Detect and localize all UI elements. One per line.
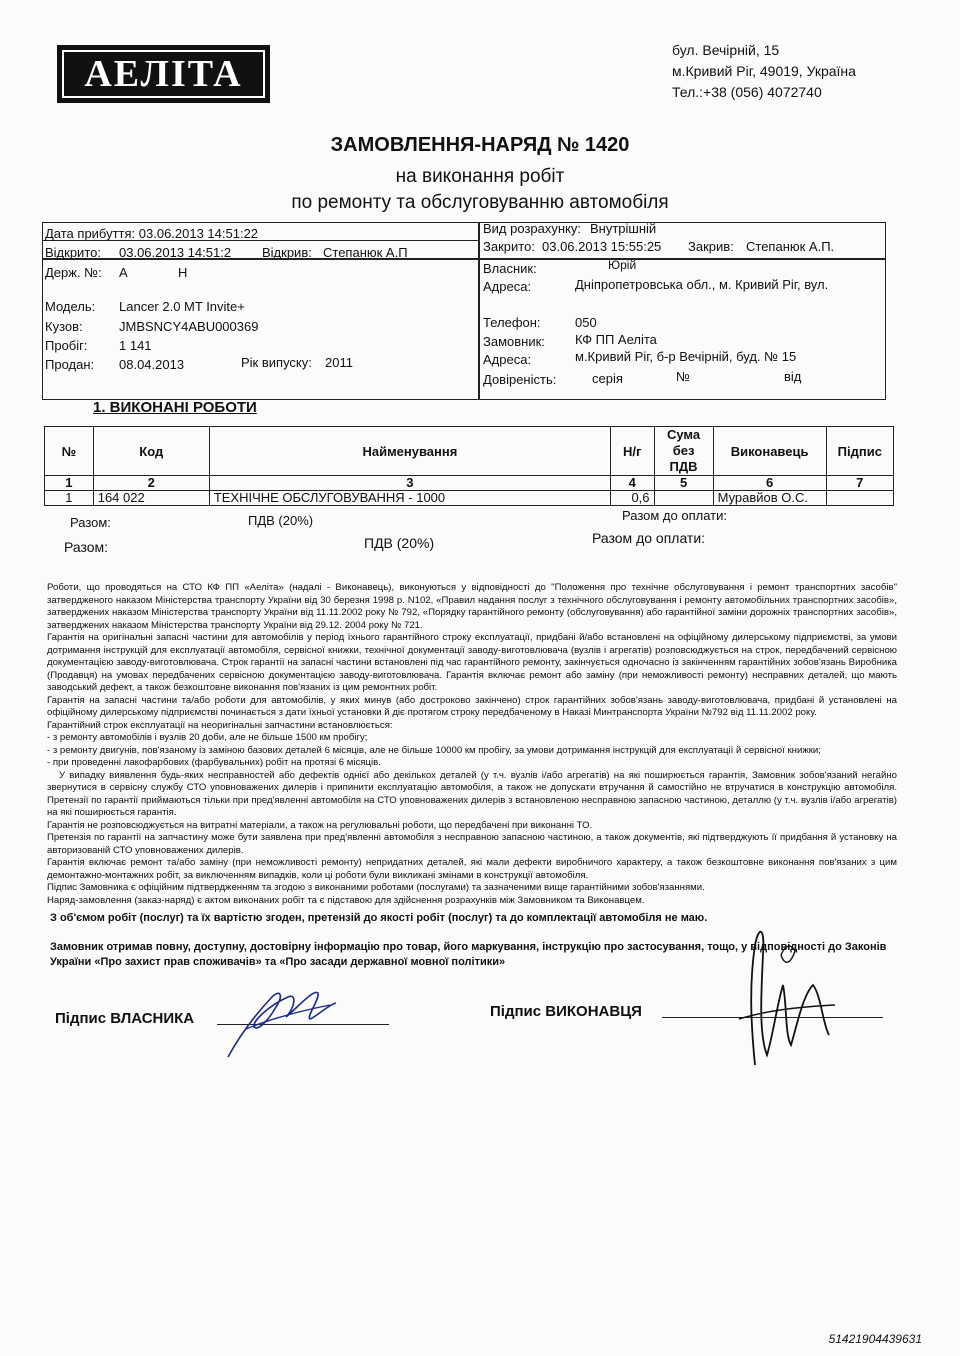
mileage-value: 1 141: [119, 338, 152, 353]
vat-label: ПДВ (20%): [248, 513, 314, 528]
col-number: 6: [713, 476, 826, 491]
body-label: Кузов:: [45, 319, 83, 334]
proxy-from: від: [784, 369, 802, 384]
col-number: 7: [826, 476, 893, 491]
col-sign: Підпис: [826, 427, 893, 476]
terms-paragraph: - з ремонту автомобілів і вузлів 20 доби, але не більше 1500 км пробігу;: [47, 732, 368, 743]
arrival-date: Дата прибуття: 03.06.2013 14:51:22: [45, 226, 259, 241]
terms-paragraph: Гарантія не розповсюджується на витратні матеріали, а також на регулювальні роботи, що передбачені при виконанні ТО.: [47, 819, 593, 831]
body-value: JMBSNCY4ABU000369: [119, 319, 259, 334]
terms-paragraph: Роботи, що проводяться на СТО КФ ПП «Аеліта» (надалі - Виконавець), виконуються у відповідності до "Положення про технічне обслуговування і ремонт транспортних засобів" затвердженого наказом Міністерства транспорту України від 30 березня 1998 р. N102, «Правил надання послуг з технічного обслуговування і ремонту автомобільних транспортних засобів», затверджених наказом Міністерства транспорту України від 11.11.2002 року № 792, «Порядку гарантійного ремонту (обслуговування) або гарантійної заміни дорожніх транспортних засобів», затверджених наказом Міністерства транспорту України від 29.12. 2004 року № 721.: [47, 582, 897, 631]
terms-paragraph: Гарантія на оригінальні запасні частини для автомобілів у період їхнього гарантійного строку експлуатації, придбані й/або встановлені на офіційному дилерському підприємстві, за умови дотримання інструкцій для експлуатації автомобіля, сервісної книжки, технічної документації заводу-виготовлювача (вузлів і агрегатів) розповсюджується на строк, передбачений сервісною документацією заводу-виготовлювача. Строк гарантії на запасні частини встановлені під час гарантійного ремонту, закінчується одночасно із закінченням гарантійних зобов'язань Виробника (Продавця) на умовах передбачених сервісною документацією заводу-виготовлювача. Гарантія включає ремонт або заміну (при неможливості ремонту) несправних деталей, що мають заводський дефект, а також безкоштовне виконання пов'язаних із цим ремонтних робіт.: [47, 632, 897, 693]
terms-paragraph: Наряд-замовлення (заказ-наряд) є актом виконаних робіт та є підставою для здійснення розрахунків між Замовником та Виконавцем.: [47, 894, 645, 906]
terms-paragraph: У випадку виявлення будь-яких несправностей або дефектів однієї або декількох деталей (у т.ч. вузлів і/або агрегатів) на які поширюється гарантія, Замовник зобов'язаний негайно звернутися в сервісну службу СТО уповноважених дилерів і припинити експлуатацію автомобіля, а також не допускати втручання й самостійно не втручатися в конструкцію автомобіля. Претензії по гарантії приймаються тільки при пред'явленні автомобіля на СТО уповноважених дилерів з встановленою несправною запасною частиною, деталлю (у т.ч. вузлів і/або агрегатів) на які поширюється гарантія.: [47, 769, 897, 818]
col-number: 5: [654, 476, 713, 491]
column-number-row: [45, 476, 894, 491]
vehicle-box: [42, 258, 480, 400]
opened-by-label: Відкрив:: [262, 245, 312, 260]
row-no: 1: [45, 491, 94, 506]
owner-signature: [210, 975, 350, 1065]
terms-paragraph: Претензія по гарантії на запчастину може бути заявлена при пред'явленні автомобіля з несправною запасною частиною, а також документів, які підтверджують її придбання й установку на авторизованій СТО уповноважених дилерів.: [47, 832, 897, 856]
col-number: 4: [610, 476, 654, 491]
terms-paragraph: Гарантійний строк експлуатації на неоригінальні запчастини встановлюється:: [47, 719, 393, 731]
total-label-2: Разом:: [64, 539, 109, 555]
mileage-label: Пробіг:: [45, 338, 88, 353]
company-address: [672, 40, 856, 103]
terms-paragraph: Гарантія на запасні частини та/або роботи для автомобілів, у яких минув (або достроково закінчено) строк гарантійних зобов'язань заводу-виготовлювача, придбані й установлені на офіційному дилерському підприємстві починається з дати їхньої установки й діє протягом строку передбаченому в Наказі Минтранспорта України №792 від 11.11.2002 року.: [47, 694, 897, 718]
address-value: Дніпропетровська обл., м. Кривий Ріг, вул.: [575, 277, 829, 292]
year-value: 2011: [325, 355, 353, 370]
vat-label-2: ПДВ (20%): [364, 535, 435, 551]
opened-label: Відкрито:: [45, 245, 101, 260]
terms-paragraph: - з ремонту двигунів, пов'язаному із заміною базових деталей 6 місяців, але не більше 10000 км пробігу, за умови дотримання інструкцій для експлуатації й сервісної книжки;: [47, 744, 821, 756]
document-subtitle: на виконання робіт: [395, 166, 565, 187]
row-code: 164 022: [93, 491, 209, 506]
executor-signature: [725, 915, 855, 1085]
sold-label: Продан:: [45, 357, 95, 372]
phone-value: 050: [575, 315, 597, 330]
terms-paragraph: Підпис Замовника є офіційним підтвердженням та згодою з виконаними роботами (послугами) та зазначеними вище гарантійними зобов'язаннями.: [47, 882, 705, 893]
row-worker: Муравйов О.С.: [713, 491, 826, 506]
total-label: Разом:: [70, 515, 111, 530]
company-logo: [57, 45, 270, 103]
customer-value: КФ ПП Аеліта: [575, 332, 657, 347]
logo-text: АЕЛІТА: [84, 53, 243, 95]
owner-signature-label: Підпис ВЛАСНИКА: [55, 1010, 195, 1027]
col-name: Найменування: [209, 427, 610, 476]
warranty-terms: [47, 582, 897, 907]
proxy-series: серія: [592, 371, 623, 386]
proxy-number: №: [676, 369, 690, 384]
payment-label: Вид розрахунку:: [483, 221, 581, 236]
closed-by-label: Закрив:: [688, 239, 734, 254]
opened-by: Степанюк А.П: [323, 245, 408, 260]
customer-address-label: Адреса:: [483, 352, 532, 367]
row-hours: 0,6: [610, 491, 654, 506]
terms-paragraph: - при проведенні лакофарбових (фарбувальних) робіт на протязі 6 місяців.: [47, 757, 381, 768]
closed-label: Закрито:: [483, 239, 535, 254]
customer-address: м.Кривий Ріг, б-р Вечірній, буд. № 15: [575, 349, 797, 364]
row-sign: [826, 491, 893, 506]
document-title: ЗАМОВЛЕННЯ-НАРЯД № 1420: [330, 134, 630, 156]
closed-by: Степанюк А.П.: [746, 239, 835, 254]
row-sum: [654, 491, 713, 506]
company-phone: Тел.:+38 (056) 4072740: [672, 84, 822, 100]
proxy-label: Довіреність:: [483, 372, 557, 387]
document-subtitle-2: по ремонту та обслуговуванню автомобіля: [291, 192, 669, 213]
plate-a: А: [119, 265, 128, 280]
works-table: [44, 426, 894, 506]
col-number: 1: [45, 476, 94, 491]
section-title: 1. ВИКОНАНІ РОБОТИ: [93, 399, 257, 416]
col-hours: Н/г: [610, 427, 654, 476]
closed-date: 03.06.2013 15:55:25: [542, 239, 662, 254]
plate-label: Держ. №:: [45, 265, 102, 280]
serial-number: 51421904439631: [828, 1332, 922, 1346]
col-number: 3: [209, 476, 610, 491]
address-label: Адреса:: [483, 279, 532, 294]
year-label: Рік випуску:: [241, 355, 312, 370]
col-sum: Сума без ПДВ: [654, 427, 713, 476]
executor-signature-label: Підпис ВИКОНАВЦЯ: [490, 1003, 642, 1020]
phone-label: Телефон:: [483, 315, 541, 330]
sold-date: 08.04.2013: [119, 357, 185, 372]
company-street: бул. Вечірній, 15: [672, 42, 780, 58]
row-name: ТЕХНІЧНЕ ОБСЛУГОВУВАННЯ - 1000: [209, 491, 610, 506]
due-label-2: Разом до оплати:: [592, 530, 706, 546]
information-statement: Замовник отримав повну, доступну, достовірну інформацію про товар, його маркування, інструкцію про застосування, тощо, у відповідності до Законів України «Про захист прав споживачів» та «Про засади державної мовної політики»: [50, 941, 887, 968]
owner-label: Власник:: [483, 261, 537, 276]
col-code: Код: [93, 427, 209, 476]
due-label: Разом до оплати:: [622, 508, 727, 523]
company-city: м.Кривий Ріг, 49019, Україна: [672, 63, 856, 79]
table-header-row: [45, 427, 894, 476]
col-no: №: [45, 427, 94, 476]
table-row: [45, 491, 894, 506]
col-worker: Виконавець: [713, 427, 826, 476]
col-number: 2: [93, 476, 209, 491]
model-label: Модель:: [45, 299, 96, 314]
owner-name: Юрій: [608, 258, 637, 272]
customer-label: Замовник:: [483, 334, 545, 349]
agreement-statement: З об'ємом робіт (послуг) та їх вартістю згоден, претензій до якості робіт (послуг) та до комплектації автомобіля не маю.: [50, 912, 708, 924]
payment-type: Внутрішній: [590, 221, 657, 236]
opened-date: 03.06.2013 14:51:2: [119, 245, 232, 260]
plate-b: Н: [178, 265, 188, 280]
model-value: Lancer 2.0 MT Invite+: [119, 299, 245, 314]
terms-paragraph: Гарантія включає ремонт та/або заміну (при неможливості ремонту) непридатних деталей, які мали дефекти виробничого характеру, а також безкоштовне виконання пов'язаних з цим демонтажно-монтажних робіт, за виключенням випадків, коли ці роботи були викликані змінами в конструкції автомобіля.: [47, 857, 897, 881]
